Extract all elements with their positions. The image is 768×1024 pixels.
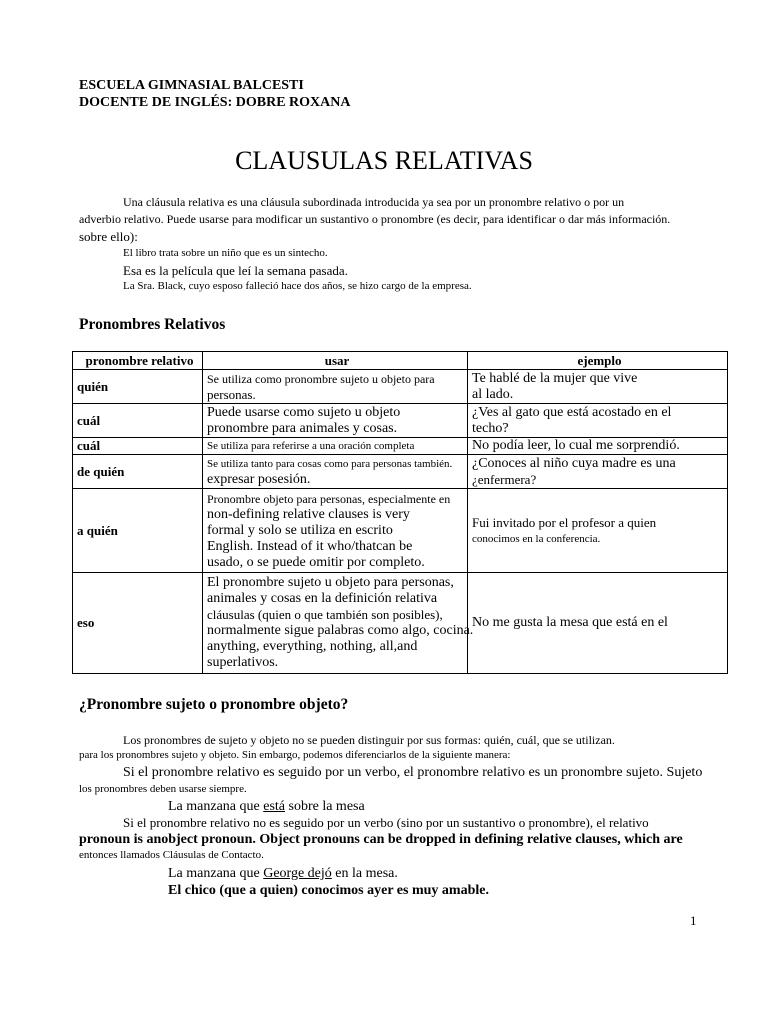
pronoun-cell: eso [73, 573, 203, 674]
usage-text: usado, o se puede omitir por completo. [207, 554, 425, 570]
body2-line-2: para los pronombres sujeto y objeto. Sin embargo, podemos diferenciarlos de la siguiente manera: [79, 749, 511, 761]
usage-text: non-defining relative clauses is very [207, 506, 410, 522]
usage-cell [203, 455, 468, 489]
usage-text: formal y solo se utiliza en escrito [207, 522, 393, 538]
usage-cell [203, 370, 468, 404]
usage-cell [203, 573, 474, 674]
column-header-pronoun: pronombre relativo [73, 352, 203, 370]
example-cell [468, 455, 728, 489]
pronoun-cell: de quién [73, 455, 203, 489]
example-text: techo? [472, 420, 509, 436]
example-text: No me gusta la mesa que está en el [472, 615, 668, 630]
usage-text: El pronombre sujeto u objeto para personas, [207, 575, 454, 590]
pronoun-cell: a quién [73, 489, 203, 573]
example-cell [468, 438, 728, 455]
usage-text: Se utiliza tanto para cosas como para personas también. [207, 457, 453, 470]
example-text: ¿Ves al gato que está acostado en el [472, 404, 672, 420]
relative-pronouns-table [72, 351, 728, 674]
usage-text: Se utiliza como pronombre sujeto u objeto para [207, 371, 435, 386]
example-text-start: La manzana que [168, 799, 264, 814]
page-number: 1 [690, 913, 697, 928]
body2-line-7: entonces llamados Cláusulas de Contacto. [79, 849, 264, 861]
intro-line-1: Una cláusula relativa es una cláusula subordinada introducida ya sea por un pronombre relativo o por un [123, 195, 625, 209]
example-object-pronoun [168, 866, 398, 882]
example-cell [468, 404, 728, 438]
usage-text: personas. [207, 386, 256, 402]
example-contact-clause: El chico (que a quien) conocimos ayer es muy amable. [168, 883, 489, 898]
intro-line-2: adverbio relativo. Puede usarse para modificar un sustantivo o pronombre (es decir, para identificar o dar más información. [79, 212, 671, 226]
example-text: al lado. [472, 386, 514, 402]
section-title-subject-or-object: ¿Pronombre sujeto o pronombre objeto? [79, 696, 349, 713]
usage-text: anything, everything, nothing, all,and [207, 639, 418, 654]
example-verb: está [263, 799, 285, 814]
teacher-name: DOCENTE DE INGLÉS: DOBRE ROXANA [79, 95, 351, 110]
example-text-end: en la mesa. [331, 866, 398, 881]
pronoun-cell: cuál [73, 438, 203, 455]
body2-line-3: Si el pronombre relativo es seguido por un verbo, el pronombre relativo es un pronombre sujeto. Sujeto [123, 765, 703, 780]
intro-example-2: Esa es la película que leí la semana pasada. [123, 263, 348, 278]
example-text: conocimos en la conferencia. [472, 532, 601, 545]
usage-text: normalmente sigue palabras como algo, cocina. [207, 623, 474, 638]
usage-text: superlativos. [207, 655, 279, 670]
usage-cell [203, 438, 468, 455]
table-row [73, 370, 728, 404]
table-header-row [73, 352, 728, 370]
example-text-end: sobre la mesa [285, 799, 365, 814]
usage-cell [203, 404, 468, 438]
table-row [73, 455, 728, 489]
example-text: Te hablé de la mujer que vive [472, 370, 638, 386]
body2-line-6: pronoun is anobject pronoun. Object pronouns can be dropped in defining relative clauses, which are [79, 832, 683, 847]
example-subject-pronoun [168, 799, 365, 815]
example-text: ¿enfermera? [472, 471, 537, 487]
column-header-usage: usar [203, 352, 468, 370]
usage-cell [203, 489, 468, 573]
page-title: CLAUSULAS RELATIVAS [235, 146, 533, 175]
section-title-relative-pronouns: Pronombres Relativos [79, 316, 226, 333]
table-row [73, 404, 728, 438]
usage-text: cláusulas (quien o que también son posibles), [207, 607, 443, 622]
school-name: ESCUELA GIMNASIAL BALCESTI [79, 78, 304, 93]
usage-text: Pronombre objeto para personas, especialmente en [207, 491, 451, 506]
table-row [73, 573, 728, 674]
table-row [73, 438, 728, 455]
usage-text: expresar posesión. [207, 471, 311, 487]
pronoun-cell: quién [73, 370, 203, 404]
example-text: ¿Conoces al niño cuya madre es una [472, 455, 676, 471]
example-text: No podía leer, lo cual me sorprendió. [472, 438, 680, 453]
example-text: Fui invitado por el profesor a quien [472, 514, 657, 530]
pronoun-cell: cuál [73, 404, 203, 438]
intro-example-1: El libro trata sobre un niño que es un sintecho. [123, 247, 328, 259]
intro-example-3: La Sra. Black, cuyo esposo falleció hace dos años, se hizo cargo de la empresa. [123, 280, 472, 292]
table-row [73, 489, 728, 573]
body2-line-5: Si el pronombre relativo no es seguido por un verbo (sino por un sustantivo o pronombre), el relativo [123, 815, 649, 830]
example-cell [468, 573, 728, 674]
example-cell [468, 489, 728, 573]
column-header-example: ejemplo [468, 352, 728, 370]
usage-text: English. Instead of it who/thatcan be [207, 538, 413, 554]
usage-text: animales y cosas en la definición relativa [207, 591, 438, 606]
body2-line-4: los pronombres deben usarse siempre. [79, 783, 247, 795]
intro-line-3: sobre ello): [79, 229, 138, 244]
example-cell [468, 370, 728, 404]
usage-text: Se utiliza para referirse a una oración completa [207, 440, 415, 452]
usage-text: pronombre para animales y cosas. [207, 420, 398, 436]
body2-line-1: Los pronombres de sujeto y objeto no se pueden distinguir por sus formas: quién, cuál, que se utilizan. [123, 733, 615, 747]
example-subject: George dejó [263, 866, 332, 881]
example-text-start: La manzana que [168, 866, 264, 881]
usage-text: Puede usarse como sujeto u objeto [207, 404, 401, 420]
